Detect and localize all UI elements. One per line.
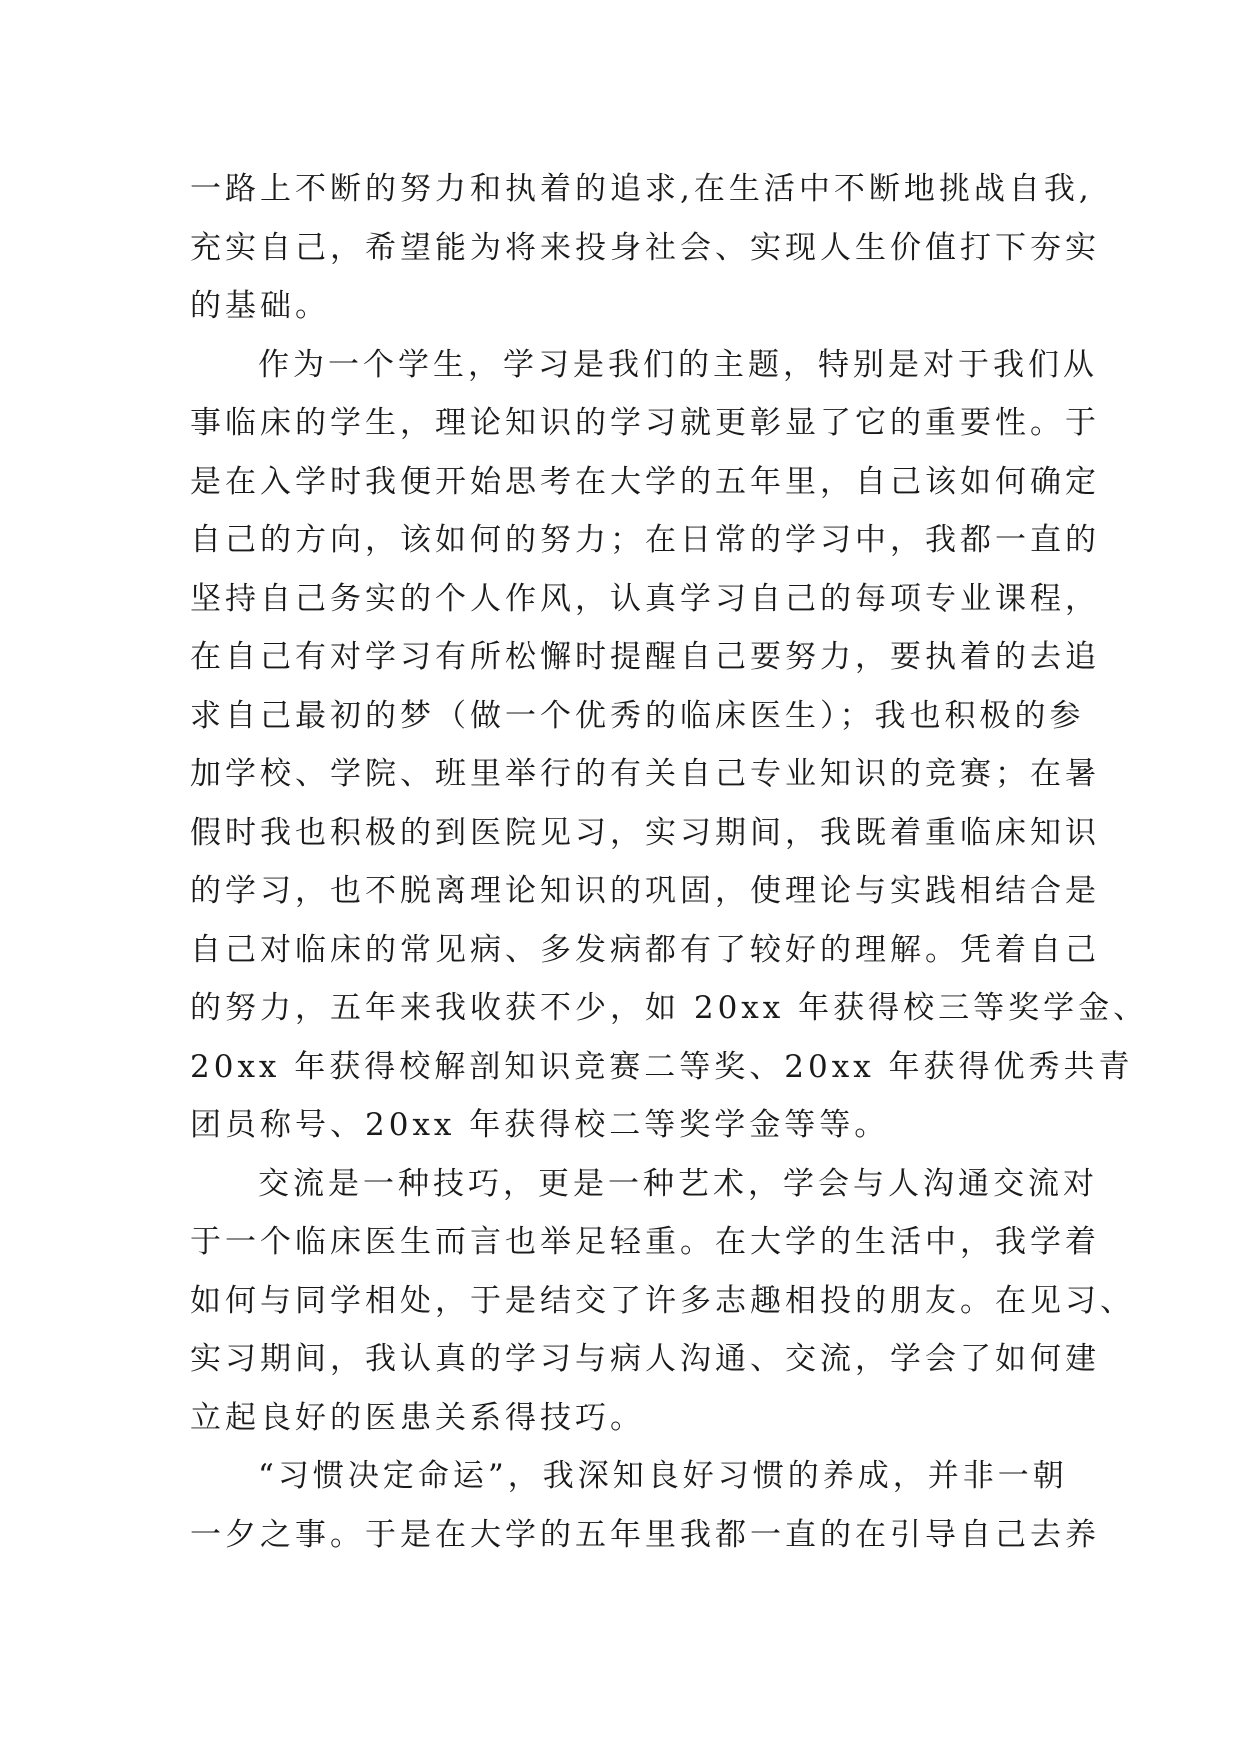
paragraph-first-line: 作为一个学生，学习是我们的主题，特别是对于我们从	[258, 346, 1098, 383]
text-line: 一夕之事。于是在大学的五年里我都一直的在引导自己去养	[190, 1516, 1100, 1553]
text-line: 在自己有对学习有所松懈时提醒自己要努力，要执着的去追	[190, 639, 1100, 675]
text-line: 充实自己，希望能为将来投身社会、实现人生价值打下夯实	[190, 229, 1100, 266]
text-line: 一路上不断的努力和执着的追求,在生活中不断地挑战自我,	[190, 171, 1093, 207]
text-line: 是在入学时我便开始思考在大学的五年里，自己该如何确定	[190, 463, 1100, 500]
text-line: 的努力，五年来我收获不少，如 20xx 年获得校三等奖学金、	[190, 990, 1149, 1026]
text-line: 加学校、学院、班里举行的有关自己专业知识的竞赛；在暑	[190, 756, 1100, 792]
text-line: 的基础。	[190, 288, 330, 324]
text-line: 如何与同学相处，于是结交了许多志趣相投的朋友。在见习、	[190, 1282, 1135, 1319]
text-line: 于一个临床医生而言也举足轻重。在大学的生活中，我学着	[190, 1224, 1100, 1260]
text-line: 自己的方向，该如何的努力；在日常的学习中，我都一直的	[190, 522, 1100, 558]
text-line: 20xx 年获得校解剖知识竞赛二等奖、20xx 年获得优秀共青	[190, 1048, 1134, 1085]
paragraph-first-line: 交流是一种技巧，更是一种艺术，学会与人沟通交流对	[258, 1165, 1098, 1202]
text-line: 实习期间，我认真的学习与病人沟通、交流，学会了如何建	[190, 1341, 1100, 1377]
text-line: 立起良好的医患关系得技巧。	[190, 1399, 645, 1436]
text-line: 坚持自己务实的个人作风，认真学习自己的每项专业课程，	[190, 580, 1100, 617]
text-line: 假时我也积极的到医院见习，实习期间，我既着重临床知识	[190, 814, 1100, 851]
text-line: 的学习，也不脱离理论知识的巩固，使理论与实践相结合是	[190, 873, 1100, 909]
paragraph-first-line: “习惯决定命运”，我深知良好习惯的养成，并非一朝	[258, 1458, 1068, 1494]
text-line: 事临床的学生，理论知识的学习就更彰显了它的重要性。于	[190, 405, 1100, 441]
body-text	[190, 160, 1149, 1564]
text-line: 团员称号、20xx 年获得校二等奖学金等等。	[190, 1107, 890, 1143]
text-line: 自己对临床的常见病、多发病都有了较好的理解。凭着自己	[190, 931, 1100, 968]
text-line: 求自己最初的梦（做一个优秀的临床医生）；我也积极的参	[190, 697, 1085, 734]
